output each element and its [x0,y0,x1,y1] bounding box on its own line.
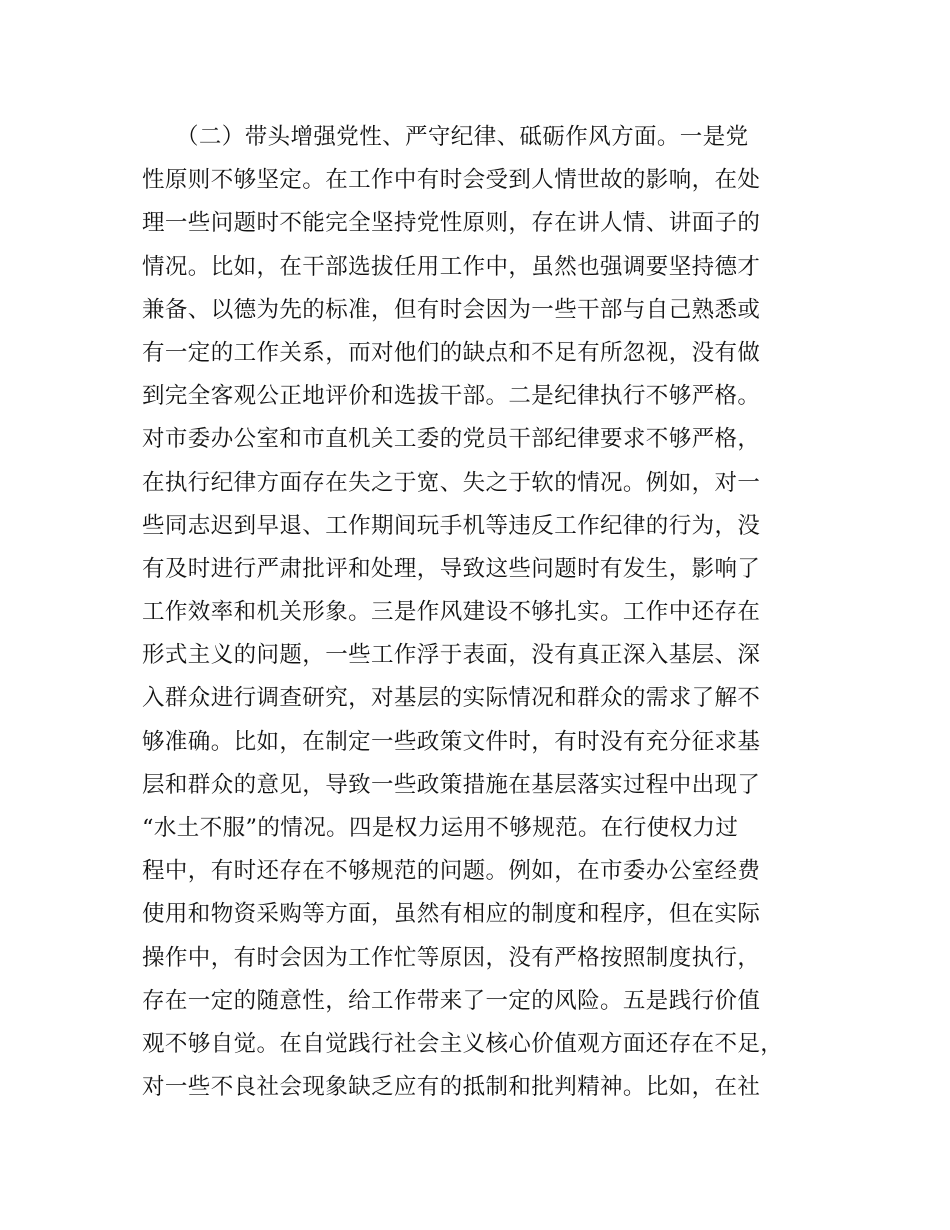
text-line: “水土不服”的情况。四是权力运用不够规范。在行使权力过 [142,815,739,841]
text-line: 层和群众的意见，导致一些政策措施在基层落实过程中出现了 [142,771,761,798]
text-line: 兼备、以德为先的标准，但有时会因为一些干部与自己熟悉或 [142,296,761,323]
text-line: 有一定的工作关系，而对他们的缺点和不足有所忽视，没有做 [142,339,761,366]
text-line: 够准确。比如，在制定一些政策文件时，有时没有充分征求基 [142,728,761,755]
text-line: 对市委办公室和市直机关工委的党员干部纪律要求不够严格， [142,426,761,453]
text-line: 对一些不良社会现象缺乏应有的抵制和批判精神。比如，在社 [142,1074,761,1101]
text-line: 到完全客观公正地评价和选拔干部。二是纪律执行不够严格。 [142,383,761,410]
text-line: 情况。比如，在干部选拔任用工作中，虽然也强调要坚持德才 [142,253,761,280]
text-line: 有及时进行严肃批评和处理，导致这些问题时有发生，影响了 [142,555,761,582]
text-line: 存在一定的随意性，给工作带来了一定的风险。五是践行价值 [142,987,761,1014]
text-line: 观不够自觉。在自觉践行社会主义核心价值观方面还存在不足， [142,1030,784,1057]
text-line: 在执行纪律方面存在失之于宽、失之于软的情况。例如，对一 [142,469,761,496]
text-line: 操作中，有时会因为工作忙等原因，没有严格按照制度执行， [142,944,761,971]
text-line: 形式主义的问题，一些工作浮于表面，没有真正深入基层、深 [142,642,761,669]
body-paragraph [142,116,822,1109]
text-line: 程中，有时还存在不够规范的问题。例如，在市委办公室经费 [142,858,761,885]
text-line: 工作效率和机关形象。三是作风建设不够扎实。工作中还存在 [142,599,761,626]
text-line: （二）带头增强党性、严守纪律、砥砺作风方面。一是党 [176,124,749,150]
text-line: 使用和物资采购等方面，虽然有相应的制度和程序，但在实际 [142,901,761,928]
text-line: 性原则不够坚定。在工作中有时会受到人情世故的影响，在处 [142,167,761,194]
text-line: 入群众进行调查研究，对基层的实际情况和群众的需求了解不 [142,685,761,712]
text-line: 些同志迟到早退、工作期间玩手机等违反工作纪律的行为，没 [142,512,761,539]
text-line: 理一些问题时不能完全坚持党性原则，存在讲人情、讲面子的 [142,210,761,237]
